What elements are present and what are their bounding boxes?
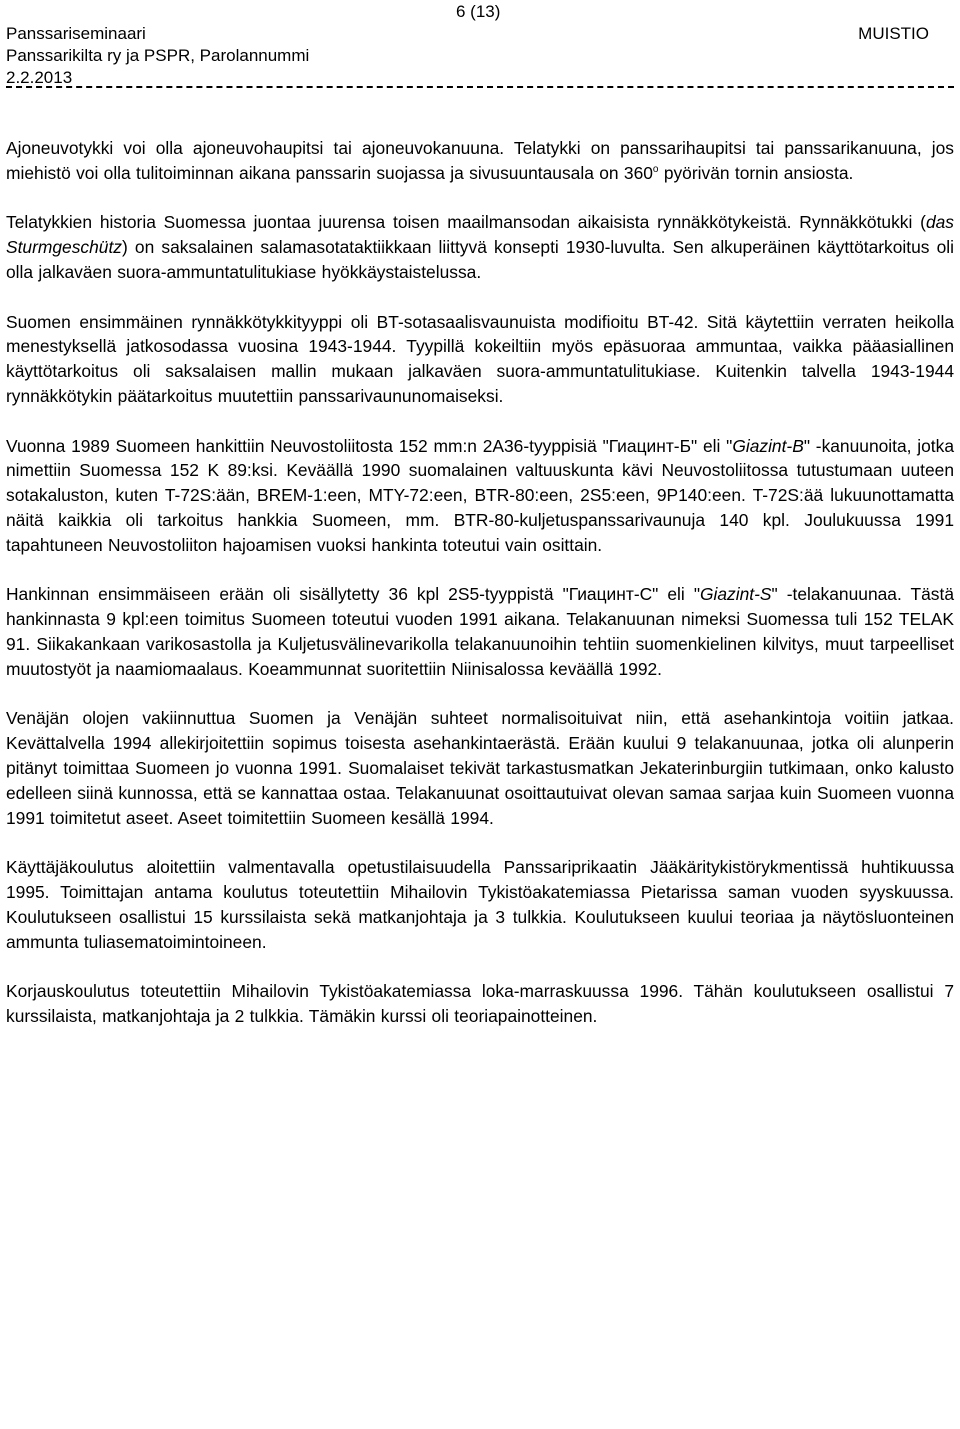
paragraph-5-text-a: Hankinnan ensimmäiseen erään oli sisällytetty 36 kpl 2S5-tyyppistä "Гиацинт-С" eli " — [6, 584, 700, 605]
paragraph-2-italic: das Sturmgeschütz — [6, 212, 954, 258]
paragraph-4-text-b: " -kanuunoita, jotka nimettiin Suomessa 152 K 89:ksi. Keväällä 1990 suomalainen valtuuskunta kävi Neuvostoliitossa tutustumaan uuteen sotakaluston, kuten T-72S:ään, BREM-1:een, MTY-72:een, BTR-80:een, 2S5:een, 9P140:een. T-72S:ää lukuunottamatta näitä kaikkia oli tarkoitus hankkia Suomeen, mm. BTR-80-kuljetuspanssarivaunuja 140 kpl. Joulukuussa 1991 tapahtuneen Neuvostoliiton hajoamisen vuoksi hankinta toteutui vain osittain. — [6, 435, 954, 555]
paragraph-3: Suomen ensimmäinen rynnäkkötykkityyppi oli BT-sotasaalisvaunuista modifioitu BT-42. Sitä käytettiin verraten heikolla menestyksellä jatkosodassa vuosina 1943-1944. Tyypillä kokeiltiin myös epäsuoraa ammuntaa, vaikka pääasiallinen käyttötarkoitus oli saksalaisen mallin mukaan jalkaväen suora-ammuntatulitukiase. Kuitenkin talvella 1943-1944 rynnäkkötykin päätarkoitus muutettiin panssarivaununomaiseksi. — [6, 311, 954, 406]
page-number: 6 (13) — [456, 2, 501, 21]
paragraph-1-text-a: Ajoneuvotykki voi olla ajoneuvohaupitsi tai ajoneuvokanuuna. Telatykki on panssarihaupitsi tai panssarikanuuna, jos miehistö voi olla tulitoiminnan aikana panssarin suojassa ja sivusuuntausala on 360 — [6, 138, 954, 183]
document-body — [6, 136, 954, 1029]
header-divider — [6, 86, 954, 88]
document-type: MUISTIO — [858, 24, 929, 43]
paragraph-4-text-a: Vuonna 1989 Suomeen hankittiin Neuvostoliitosta 152 mm:n 2A36-tyyppisiä "Гиацинт-Б" eli " — [6, 435, 733, 456]
header-org-line1: Panssariseminaari — [6, 24, 146, 43]
page-header — [6, 0, 954, 105]
paragraph-4-italic: Giazint-B — [732, 435, 804, 456]
paragraph-1-text-b: pyörivän tornin ansiosta. — [658, 162, 854, 183]
paragraph-7: Käyttäjäkoulutus aloitettiin valmentavalla opetustilaisuudella Panssariprikaatin Jääkäritykistörykmentissä huhtikuussa 1995. Toimittajan antama koulutus toteutettiin Mihailovin Tykistöakatemiassa Pietarissa saman vuoden syyskuussa. Koulutukseen osallistui 15 kurssilaista sekä matkanjohtaja ja 3 tulkkia. Koulutukseen kuului teoriaa ja näytösluonteinen ammunta tuliasematoimintoineen. — [6, 857, 954, 952]
paragraph-5-italic: Giazint-S — [700, 584, 772, 605]
paragraph-4 — [6, 434, 954, 558]
paragraph-2-text-a: Telatykkien historia Suomessa juontaa juurensa toisen maailmansodan aikaisista rynnäkkötykeistä. Rynnäkkötukki ( — [6, 212, 926, 233]
degree-superscript: o — [652, 164, 659, 175]
paragraph-5 — [6, 582, 954, 681]
header-org-line2: Panssarikilta ry ja PSPR, Parolannummi — [6, 46, 310, 65]
paragraph-2 — [6, 210, 954, 284]
header-date: 2.2.2013 — [6, 68, 73, 87]
paragraph-6: Venäjän olojen vakiinnuttua Suomen ja Venäjän suhteet normalisoituivat niin, että asehankintoja voitiin jatkaa. Kevättalvella 1994 allekirjoitettiin sopimus toisesta asehankintaerästä. Erään kuului 9 telakanuunaa, jotka oli alunperin pitänyt toimittaa Suomeen jo vuonna 1991. Suomalaiset tekivät tarkastusmatkan Jekaterinburgiin tutkimaan, onko kalusto edelleen siinä kunnossa, että se kannattaa ostaa. Telakanuunat osoittautuivat olevan samaa sarjaa kuin Suomeen vuonna 1991 toimitetut aseet. Aseet toimitettiin Suomeen kesällä 1994. — [6, 708, 954, 828]
paragraph-1 — [6, 136, 954, 186]
header-organization — [6, 23, 309, 89]
paragraph-5-text-b: " -telakanuunaa. Tästä hankinnasta 9 kpl:een toimitus Suomeen toteutui vuoden 1991 aikana. Telakanuunan nimeksi Suomessa tuli 152 TELAK 91. Siikakankaan varikosastolla ja Kuljetusvälinevarikolla telakanuunoihin tehtiin suomenkielinen kilvitys, muut tarpeelliset muutostyöt ja naamiomaalaus. Koeammunnat suoritettiin Niinisalossa keväällä 1992. — [6, 584, 955, 679]
paragraph-8: Korjauskoulutus toteutettiin Mihailovin Tykistöakatemiassa loka-marraskuussa 1996. Tähän koulutukseen osallistui 7 kurssilaista, matkanjohtaja ja 2 tulkkia. Tämäkin kurssi oli teoriapainotteinen. — [6, 981, 954, 1026]
paragraph-2-text-b: ) on saksalainen salamasotataktiikkaan liittyvä konsepti 1930-luvulta. Sen alkuperäinen käyttötarkoitus oli olla jalkaväen suora-ammuntatulitukiase hyökkäystaistelussa. — [6, 237, 954, 282]
